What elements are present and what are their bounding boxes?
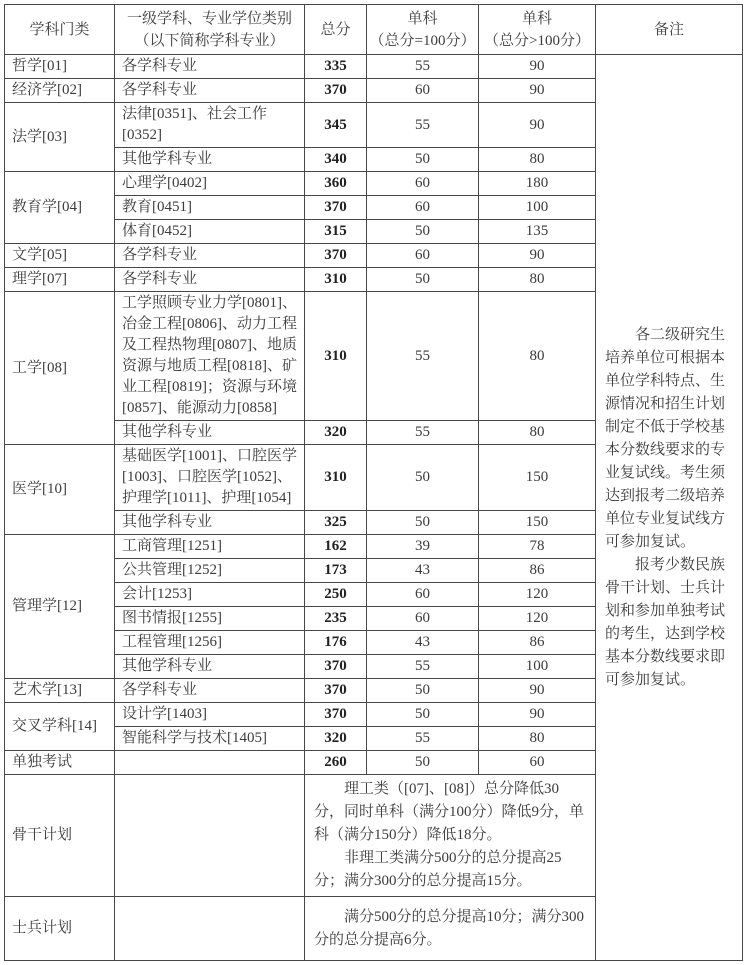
header-discipline [115, 5, 305, 55]
merged-note-cell [305, 897, 596, 961]
total-score-cell: 320 [305, 727, 367, 751]
total-score-cell: 370 [305, 703, 367, 727]
total-score-cell: 310 [305, 292, 367, 421]
single-100-cell: 50 [367, 148, 479, 172]
single-over-100-cell: 80 [479, 727, 596, 751]
header-text: 单科 [407, 10, 438, 27]
header-total-score [305, 5, 367, 55]
single-100-cell: 60 [367, 244, 479, 268]
category-cell: 医学[10] [5, 445, 115, 535]
single-over-100-cell: 135 [479, 220, 596, 244]
total-score-cell: 260 [305, 751, 367, 775]
total-score-cell: 335 [305, 55, 367, 79]
single-100-cell: 55 [367, 292, 479, 421]
single-over-100-cell: 150 [479, 445, 596, 511]
total-score-cell: 370 [305, 196, 367, 220]
remark-paragraph: 各二级研究生培养单位可根据本单位学科特点、生源情况和招生计划制定不低于学校基本分数线要求的专业复试线。考生须达到报考二级培养单位专业复试线方可参加复试。 [605, 326, 726, 550]
single-over-100-cell: 90 [479, 103, 596, 148]
single-over-100-cell: 78 [479, 535, 596, 559]
single-100-cell: 50 [367, 511, 479, 535]
single-over-100-cell: 120 [479, 607, 596, 631]
category-cell: 交叉学科[14] [5, 703, 115, 751]
single-100-cell: 60 [367, 583, 479, 607]
total-score-cell: 325 [305, 511, 367, 535]
single-over-100-cell: 90 [479, 55, 596, 79]
category-cell: 骨干计划 [5, 775, 115, 897]
single-100-cell: 39 [367, 535, 479, 559]
total-score-cell: 360 [305, 172, 367, 196]
header-subject-category [5, 5, 115, 55]
program-cell: 其他学科专业 [115, 148, 305, 172]
single-100-cell: 50 [367, 268, 479, 292]
program-cell: 基础医学[1001]、口腔医学[1003]、口腔医学[1052]、护理学[1011]、护理[1054] [115, 445, 305, 511]
header-row [5, 5, 743, 55]
program-cell: 工程管理[1256] [115, 631, 305, 655]
category-cell: 工学[08] [5, 292, 115, 445]
single-100-cell: 60 [367, 607, 479, 631]
single-100-cell: 60 [367, 79, 479, 103]
program-cell: 体育[0452] [115, 220, 305, 244]
total-score-cell: 370 [305, 679, 367, 703]
score-line-table [4, 4, 743, 961]
table-body [5, 55, 743, 961]
total-score-cell: 162 [305, 535, 367, 559]
total-score-cell: 176 [305, 631, 367, 655]
single-over-100-cell: 80 [479, 268, 596, 292]
program-cell: 工学照顾专业力学[0801]、冶金工程[0806]、动力工程及工程热物理[0807]、地质资源与地质工程[0818]、矿业工程[0819]；资源与环境[0857]、能源动力[0858] [115, 292, 305, 421]
single-100-cell: 50 [367, 679, 479, 703]
single-100-cell: 50 [367, 751, 479, 775]
total-score-cell: 370 [305, 655, 367, 679]
program-cell: 教育[0451] [115, 196, 305, 220]
program-cell: 其他学科专业 [115, 655, 305, 679]
program-cell-empty [115, 775, 305, 897]
program-cell: 各学科专业 [115, 55, 305, 79]
single-100-cell: 43 [367, 631, 479, 655]
total-score-cell: 315 [305, 220, 367, 244]
program-cell: 各学科专业 [115, 679, 305, 703]
header-text: （以下简称学科专业） [134, 32, 285, 49]
total-score-cell: 310 [305, 445, 367, 511]
single-100-cell: 50 [367, 703, 479, 727]
single-100-cell: 43 [367, 559, 479, 583]
header-text: 总分 [320, 21, 351, 38]
category-cell: 艺术学[13] [5, 679, 115, 703]
single-100-cell: 55 [367, 727, 479, 751]
table-header [5, 5, 743, 55]
header-text: 备注 [653, 21, 684, 38]
program-cell: 法律[0351]、社会工作[0352] [115, 103, 305, 148]
header-single-100 [367, 5, 479, 55]
category-cell: 教育学[04] [5, 172, 115, 244]
total-score-cell: 250 [305, 583, 367, 607]
note-paragraph: 满分500分的总分提高10分；满分300分的总分提高6分。 [314, 908, 585, 948]
single-over-100-cell: 80 [479, 292, 596, 421]
single-100-cell: 50 [367, 220, 479, 244]
program-cell: 会计[1253] [115, 583, 305, 607]
total-score-cell: 173 [305, 559, 367, 583]
table-row [5, 55, 743, 79]
single-100-cell: 55 [367, 421, 479, 445]
single-over-100-cell: 180 [479, 172, 596, 196]
program-cell: 智能科学与技术[1405] [115, 727, 305, 751]
note-paragraph: 非理工类满分500分的总分提高25分；满分300分的总分提高15分。 [314, 850, 562, 889]
program-cell: 各学科专业 [115, 244, 305, 268]
single-100-cell: 60 [367, 196, 479, 220]
single-over-100-cell: 86 [479, 631, 596, 655]
category-cell: 文学[05] [5, 244, 115, 268]
program-cell: 工商管理[1251] [115, 535, 305, 559]
header-single-over-100 [479, 5, 596, 55]
category-cell: 法学[03] [5, 103, 115, 172]
header-text: （总分>100分） [484, 32, 590, 49]
program-cell: 各学科专业 [115, 268, 305, 292]
category-cell: 单独考试 [5, 751, 115, 775]
program-cell: 公共管理[1252] [115, 559, 305, 583]
total-score-cell: 235 [305, 607, 367, 631]
remark-cell [596, 55, 743, 961]
single-over-100-cell: 90 [479, 679, 596, 703]
total-score-cell: 310 [305, 268, 367, 292]
total-score-cell: 370 [305, 79, 367, 103]
single-over-100-cell: 80 [479, 148, 596, 172]
program-cell [115, 751, 305, 775]
category-cell: 经济学[02] [5, 79, 115, 103]
single-over-100-cell: 100 [479, 655, 596, 679]
total-score-cell: 320 [305, 421, 367, 445]
header-remarks [596, 5, 743, 55]
program-cell: 其他学科专业 [115, 511, 305, 535]
single-over-100-cell: 80 [479, 421, 596, 445]
program-cell: 图书情报[1255] [115, 607, 305, 631]
single-over-100-cell: 90 [479, 703, 596, 727]
single-100-cell: 50 [367, 445, 479, 511]
header-text: （总分=100分） [369, 32, 476, 49]
program-cell: 各学科专业 [115, 79, 305, 103]
header-text: 学科门类 [29, 21, 90, 38]
category-cell: 管理学[12] [5, 535, 115, 679]
single-over-100-cell: 86 [479, 559, 596, 583]
program-cell: 其他学科专业 [115, 421, 305, 445]
category-cell: 士兵计划 [5, 897, 115, 961]
program-cell: 设计学[1403] [115, 703, 305, 727]
single-100-cell: 55 [367, 655, 479, 679]
single-over-100-cell: 90 [479, 79, 596, 103]
category-cell: 哲学[01] [5, 55, 115, 79]
total-score-cell: 345 [305, 103, 367, 148]
merged-note-cell [305, 775, 596, 897]
total-score-cell: 340 [305, 148, 367, 172]
category-cell: 理学[07] [5, 268, 115, 292]
single-over-100-cell: 120 [479, 583, 596, 607]
single-over-100-cell: 100 [479, 196, 596, 220]
single-over-100-cell: 150 [479, 511, 596, 535]
header-text: 一级学科、专业学位类别 [126, 10, 292, 27]
single-100-cell: 55 [367, 103, 479, 148]
remark-paragraph: 报考少数民族骨干计划、士兵计划和参加单独考试的考生，达到学校基本分数线要求即可参加复试。 [605, 556, 726, 688]
total-score-cell: 370 [305, 244, 367, 268]
single-over-100-cell: 60 [479, 751, 596, 775]
header-text: 单科 [521, 10, 552, 27]
single-100-cell: 60 [367, 172, 479, 196]
note-paragraph: 理工类（[07]、[08]）总分降低30分，同时单科（满分100分）降低9分，单科（满分150分）降低18分。 [314, 781, 585, 843]
single-over-100-cell: 90 [479, 244, 596, 268]
single-100-cell: 55 [367, 55, 479, 79]
program-cell: 心理学[0402] [115, 172, 305, 196]
program-cell-empty [115, 897, 305, 961]
